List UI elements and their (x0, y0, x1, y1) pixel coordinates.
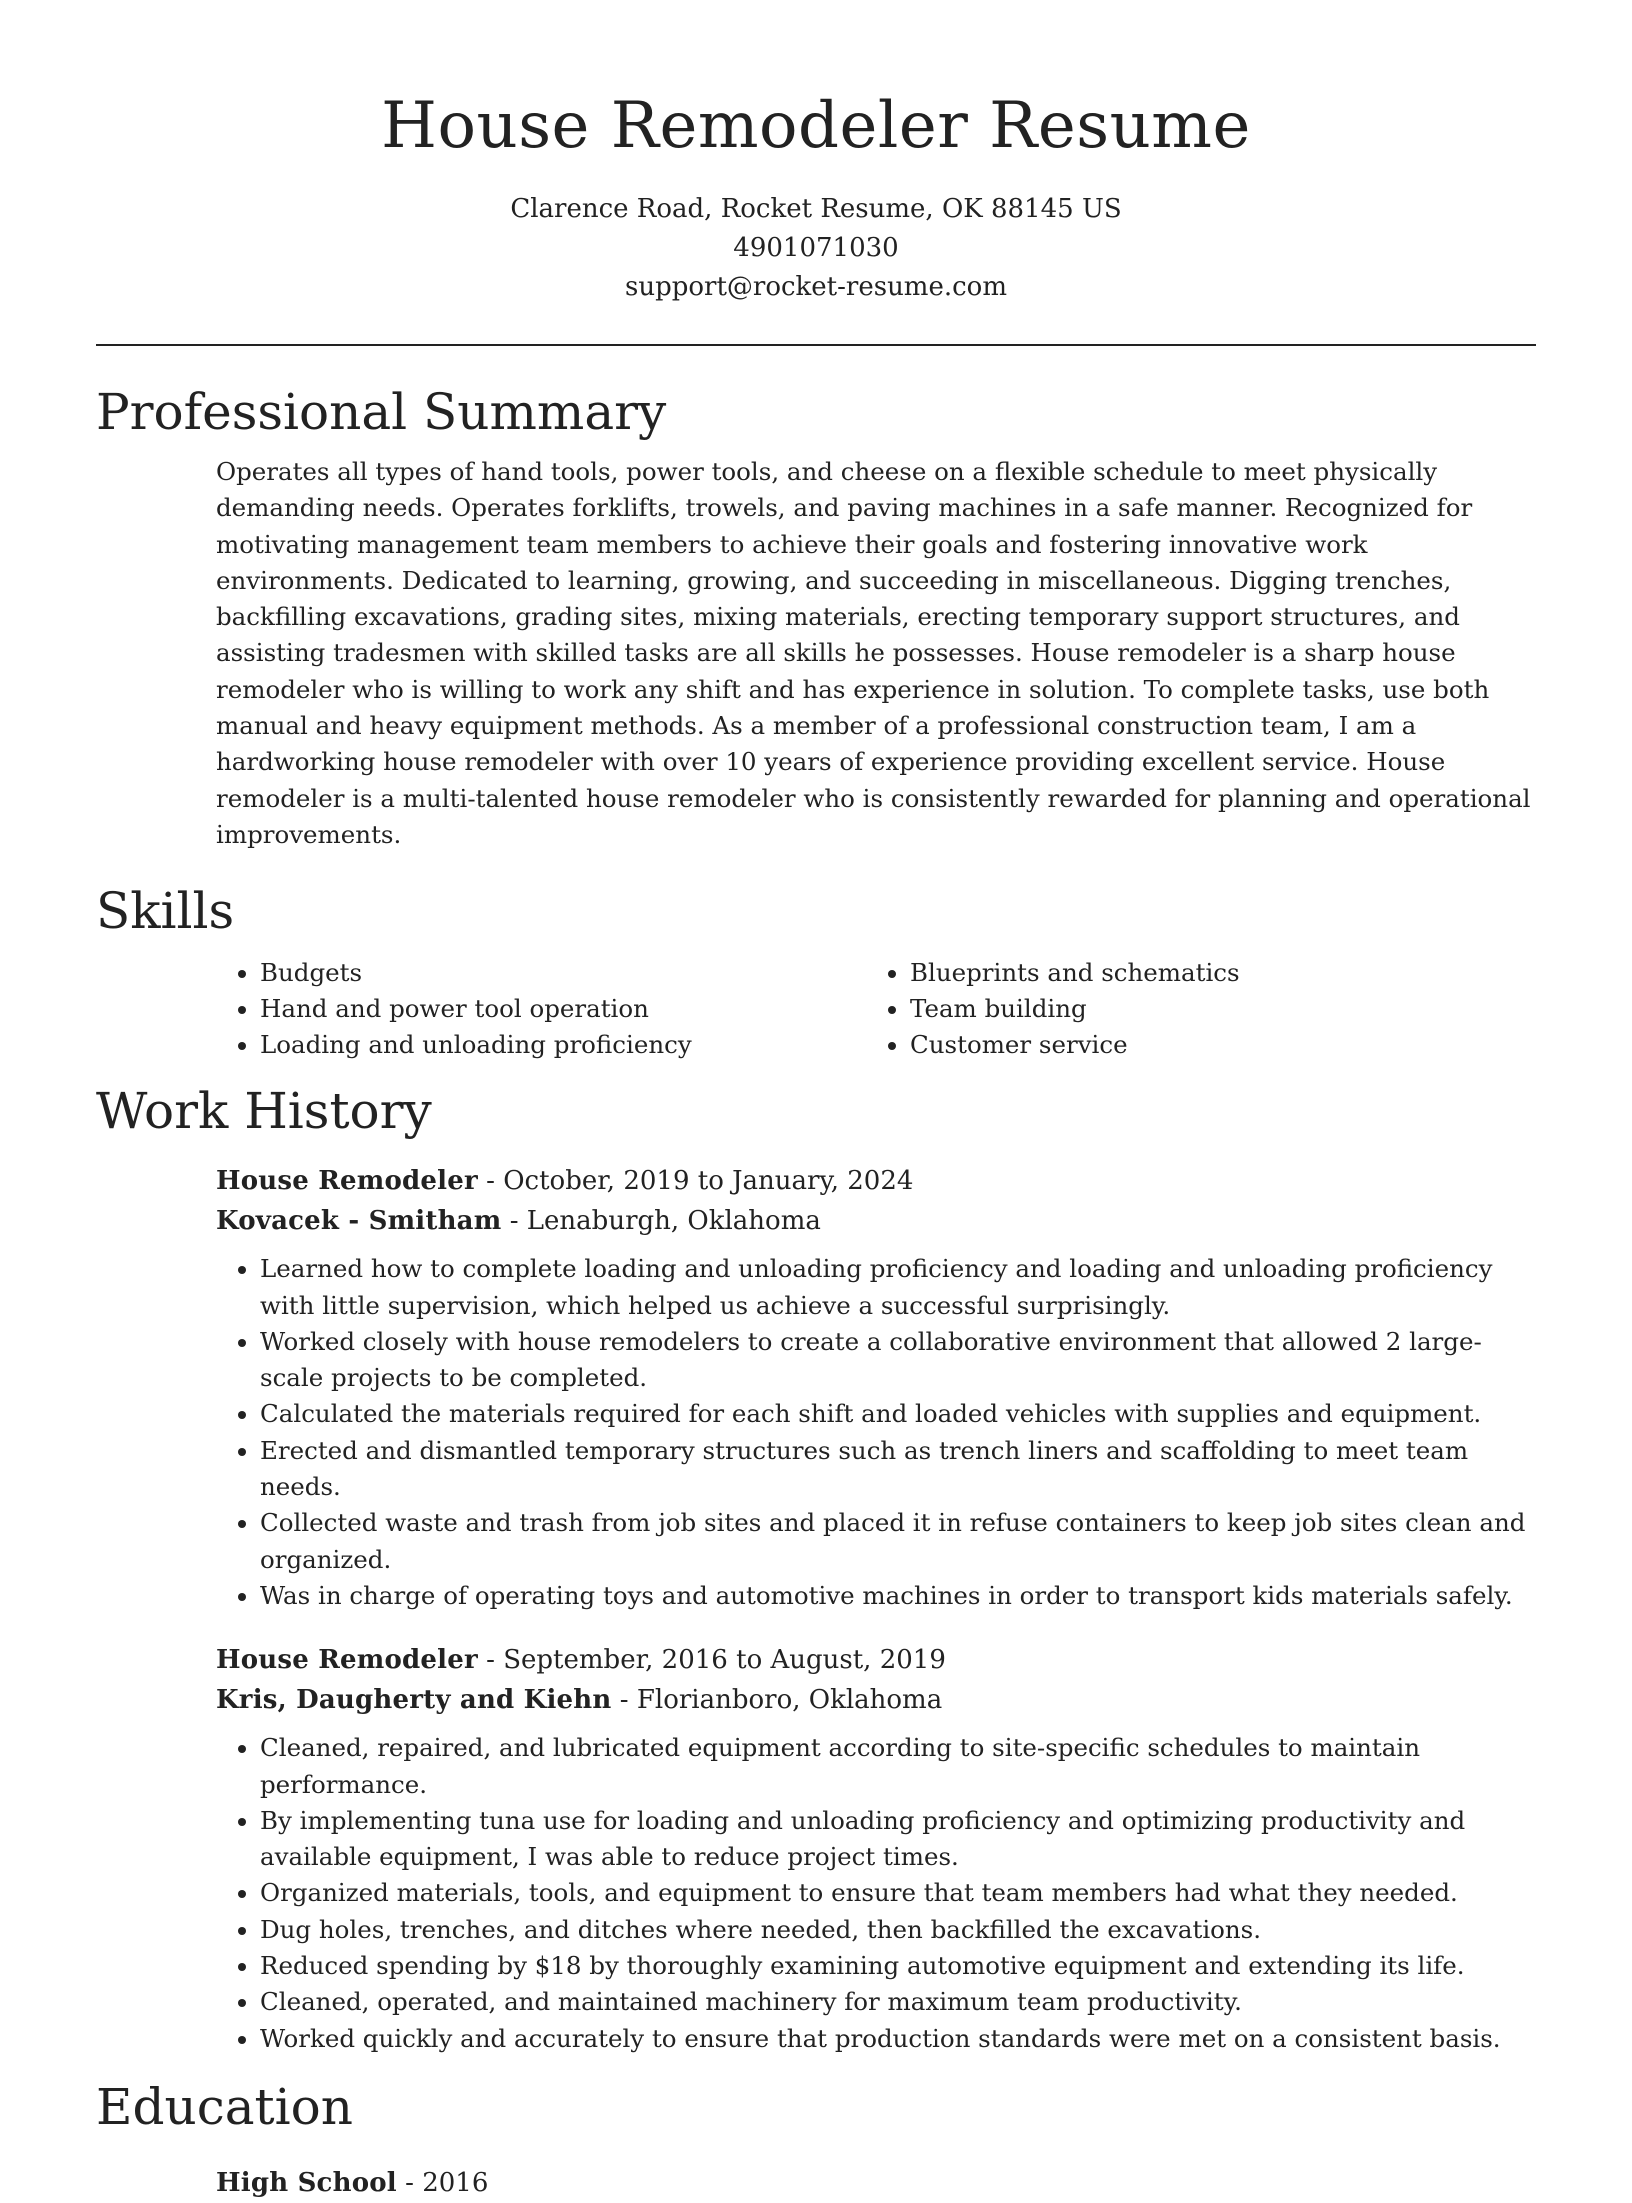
job-company-line (216, 1201, 1536, 1241)
education-heading: Education (96, 2077, 353, 2136)
education-school: High School (216, 2167, 397, 2198)
skills-column-left (216, 955, 866, 1063)
header-divider (96, 344, 1536, 346)
contact-phone: 4901071030 (733, 233, 899, 263)
duty-item: • Organized materials, tools, and equipment to ensure that team members had what they needed. (260, 1875, 1536, 1911)
duty-item: • Cleaned, repaired, and lubricated equipment according to site-specific schedules to maintain performance. (260, 1730, 1536, 1803)
separator: - (611, 1685, 637, 1716)
duty-item: • Learned how to complete loading and unloading proficiency and loading and unloading proficiency with little supervision, which helped us achieve a successful surprisingly. (260, 1251, 1536, 1324)
skill-item: • Loading and unloading proficiency (260, 1027, 866, 1063)
duty-item: • Dug holes, trenches, and ditches where needed, then backfilled the excavations. (260, 1912, 1536, 1948)
job-location: Lenaburgh, Oklahoma (526, 1206, 821, 1237)
separator: - (396, 2167, 423, 2198)
duty-item: • Was in charge of operating toys and automotive machines in order to transport kids materials safely. (260, 1578, 1536, 1614)
duty-item: • Calculated the materials required for each shift and loaded vehicles with supplies and equipment. (260, 1396, 1536, 1432)
job-duties (216, 1251, 1536, 1614)
skills-list (216, 955, 1536, 1063)
education-year: 2016 (422, 2167, 489, 2198)
duty-item: • Erected and dismantled temporary structures such as trench liners and scaffolding to meet team needs. (260, 1433, 1536, 1506)
summary-heading: Professional Summary (96, 383, 667, 441)
job-dates: October, 2019 to January, 2024 (503, 1166, 914, 1197)
duty-item: • Collected waste and trash from job sites and placed it in refuse containers to keep job sites clean and organized. (260, 1505, 1536, 1578)
duty-item: • Worked quickly and accurately to ensure that production standards were met on a consistent basis. (260, 2021, 1536, 2057)
job-entry (216, 1161, 1536, 1614)
separator: - (477, 1645, 504, 1676)
job-title: House Remodeler (216, 1645, 478, 1676)
education-entry (216, 2163, 1536, 2203)
contact-address: Clarence Road, Rocket Resume, OK 88145 US (510, 194, 1122, 224)
contact-block (96, 190, 1536, 307)
skill-item: • Budgets (260, 955, 866, 991)
contact-email: support@rocket-resume.com (624, 272, 1007, 302)
duty-item: • Worked closely with house remodelers to create a collaborative environment that allowed 2 large-scale projects to be completed. (260, 1324, 1536, 1397)
job-entry (216, 1640, 1536, 2057)
separator: - (477, 1166, 504, 1197)
duty-item: • Reduced spending by $18 by thoroughly examining automotive equipment and extending its life. (260, 1948, 1536, 1984)
job-location: Florianboro, Oklahoma (636, 1685, 943, 1716)
skills-column-right (866, 955, 1516, 1063)
skill-item: • Team building (910, 991, 1516, 1027)
resume-page (96, 0, 1536, 2203)
job-duties (216, 1730, 1536, 2057)
skills-heading: Skills (96, 882, 235, 941)
summary-text: Operates all types of hand tools, power tools, and cheese on a flexible schedule to meet physically demanding needs. Operates forklifts, trowels, and paving machines in a safe manner. Recognized for motivating management team members to achieve their goals and fostering innovative work environments. Dedicated to learning, growing, and succeeding in miscellaneous. Digging trenches, backfilling excavations, grading sites, mixing materials, erecting temporary support structures, and assisting tradesmen with skilled tasks are all skills he possesses. House remodeler is a sharp house remodeler who is willing to work any shift and has experience in solution. To complete tasks, use both manual and heavy equipment methods. As a member of a professional construction team, I am a hardworking house remodeler with over 10 years of experience providing excellent service. House remodeler is a multi-talented house remodeler who is consistently rewarded for planning and operational improvements. (216, 457, 1531, 849)
work-history-heading: Work History (96, 1082, 432, 1141)
duty-item: • Cleaned, operated, and maintained machinery for maximum team productivity. (260, 1984, 1536, 2020)
job-company-line (216, 1680, 1536, 1720)
job-title-line (216, 1161, 1536, 1201)
job-title: House Remodeler (216, 1166, 478, 1197)
skill-item: • Customer service (910, 1027, 1516, 1063)
job-company: Kris, Daugherty and Kiehn (216, 1685, 612, 1716)
job-dates: September, 2016 to August, 2019 (503, 1645, 946, 1676)
job-title-line (216, 1640, 1536, 1680)
job-company: Kovacek - Smitham (216, 1206, 502, 1237)
separator: - (501, 1206, 527, 1237)
duty-item: • By implementing tuna use for loading and unloading proficiency and optimizing productivity and available equipment, I was able to reduce project times. (260, 1803, 1536, 1876)
skill-item: • Hand and power tool operation (260, 991, 866, 1027)
skill-item: • Blueprints and schematics (910, 955, 1516, 991)
resume-title: House Remodeler Resume (381, 89, 1251, 163)
